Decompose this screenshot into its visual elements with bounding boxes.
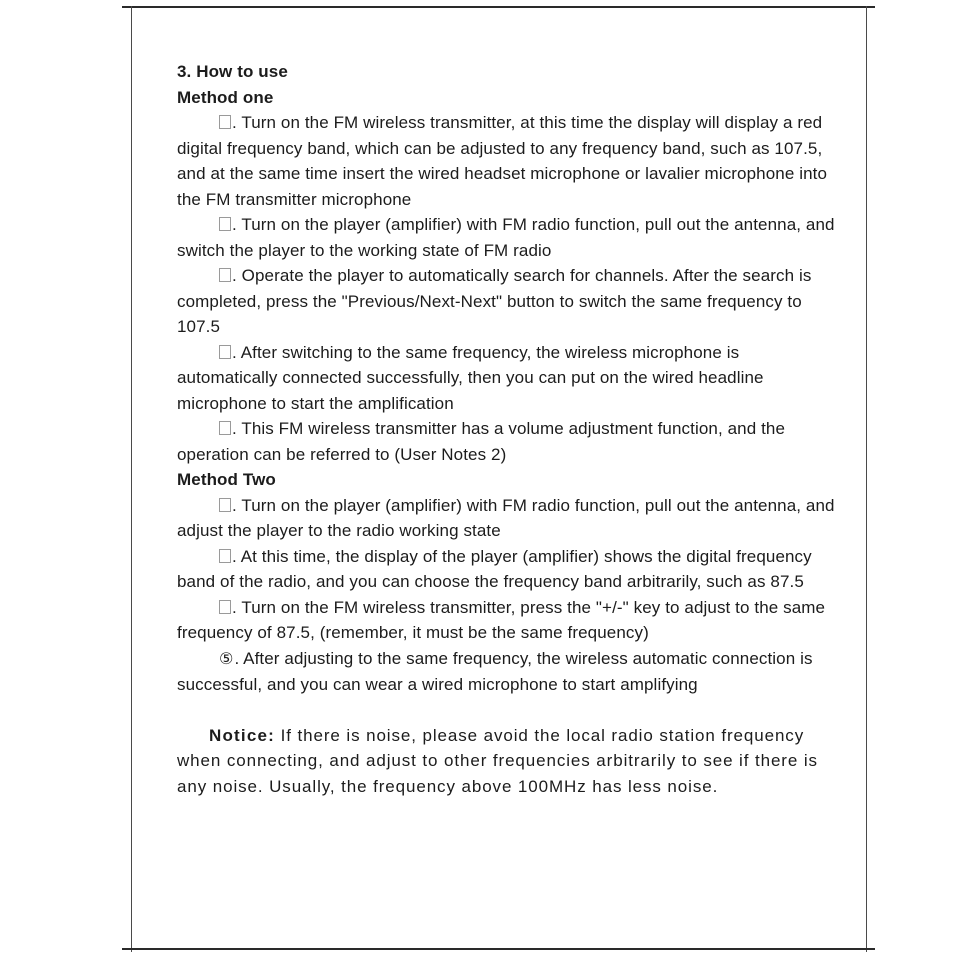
- step-text: . This FM wireless transmitter has a volume adjustment function, and the operation can be referred to (User Notes 2): [177, 419, 786, 464]
- notice-text: If there is noise, please avoid the local radio station frequency when connecting, and adjust to other frequencies arbitrarily to see if there is any noise. Usually, the frequency above 100MHz has less noise.: [177, 725, 818, 796]
- frame-top-border: [122, 6, 875, 8]
- step-text: . After switching to the same frequency, the wireless microphone is automatically connected successfully, then you can put on the wired headline microphone to start the amplification: [177, 342, 764, 413]
- step-text: . At this time, the display of the player (amplifier) shows the digital frequency band of the radio, and you can choose the frequency band arbitrarily, such as 87.5: [177, 546, 812, 591]
- notice-label: Notice:: [209, 725, 276, 745]
- step-text: . Turn on the FM wireless transmitter, at this time the display will display a red digital frequency band, which can be adjusted to any frequency band, such as 107.5, and at the same time insert the wired headset microphone or lavalier microphone into the FM transmitter microphone: [177, 113, 828, 209]
- method-two-step-4: [177, 646, 837, 698]
- method-one-step-3: [177, 263, 837, 340]
- method-one-step-2: [177, 212, 837, 263]
- step-text: . After adjusting to the same frequency, the wireless automatic connection is successful, and you can wear a wired microphone to start amplifying: [177, 648, 813, 694]
- step-marker-box: [219, 498, 231, 512]
- method-one-step-1: [177, 110, 837, 212]
- step-text: . Turn on the player (amplifier) with FM radio function, pull out the antenna, and adjust the player to the radio working state: [177, 495, 835, 540]
- instructions-body: [177, 59, 837, 799]
- step-text: . Turn on the player (amplifier) with FM radio function, pull out the antenna, and switch the player to the working state of FM radio: [177, 215, 835, 260]
- method-two-step-2: [177, 544, 837, 595]
- step-marker-box: [219, 115, 231, 129]
- frame-bottom-border: [122, 948, 875, 950]
- method-one-step-5: [177, 416, 837, 467]
- step-text: . Operate the player to automatically search for channels. After the search is completed, press the "Previous/Next-Next" button to switch the same frequency to 107.5: [177, 266, 812, 336]
- step-marker-box: [219, 421, 231, 435]
- method-two-title: Method Two: [177, 470, 276, 489]
- method-two-step-1: [177, 493, 837, 544]
- step-marker-box: [219, 217, 231, 231]
- frame-left-border: [131, 6, 132, 952]
- step-marker-box: [219, 345, 231, 359]
- step-marker-box: [219, 549, 231, 563]
- step-marker-box: [219, 268, 231, 282]
- notice-paragraph: [177, 723, 837, 800]
- method-one-step-4: [177, 340, 837, 417]
- method-two-step-3: [177, 595, 837, 646]
- method-one-title: Method one: [177, 87, 274, 107]
- step-number-marker: ⑤: [219, 650, 234, 668]
- step-marker-box: [219, 600, 231, 614]
- section-title: 3. How to use: [177, 62, 288, 81]
- step-text: . Turn on the FM wireless transmitter, press the "+/-" key to adjust to the same frequency of 87.5, (remember, it must be the same frequency): [177, 597, 826, 642]
- frame-right-border: [866, 6, 867, 952]
